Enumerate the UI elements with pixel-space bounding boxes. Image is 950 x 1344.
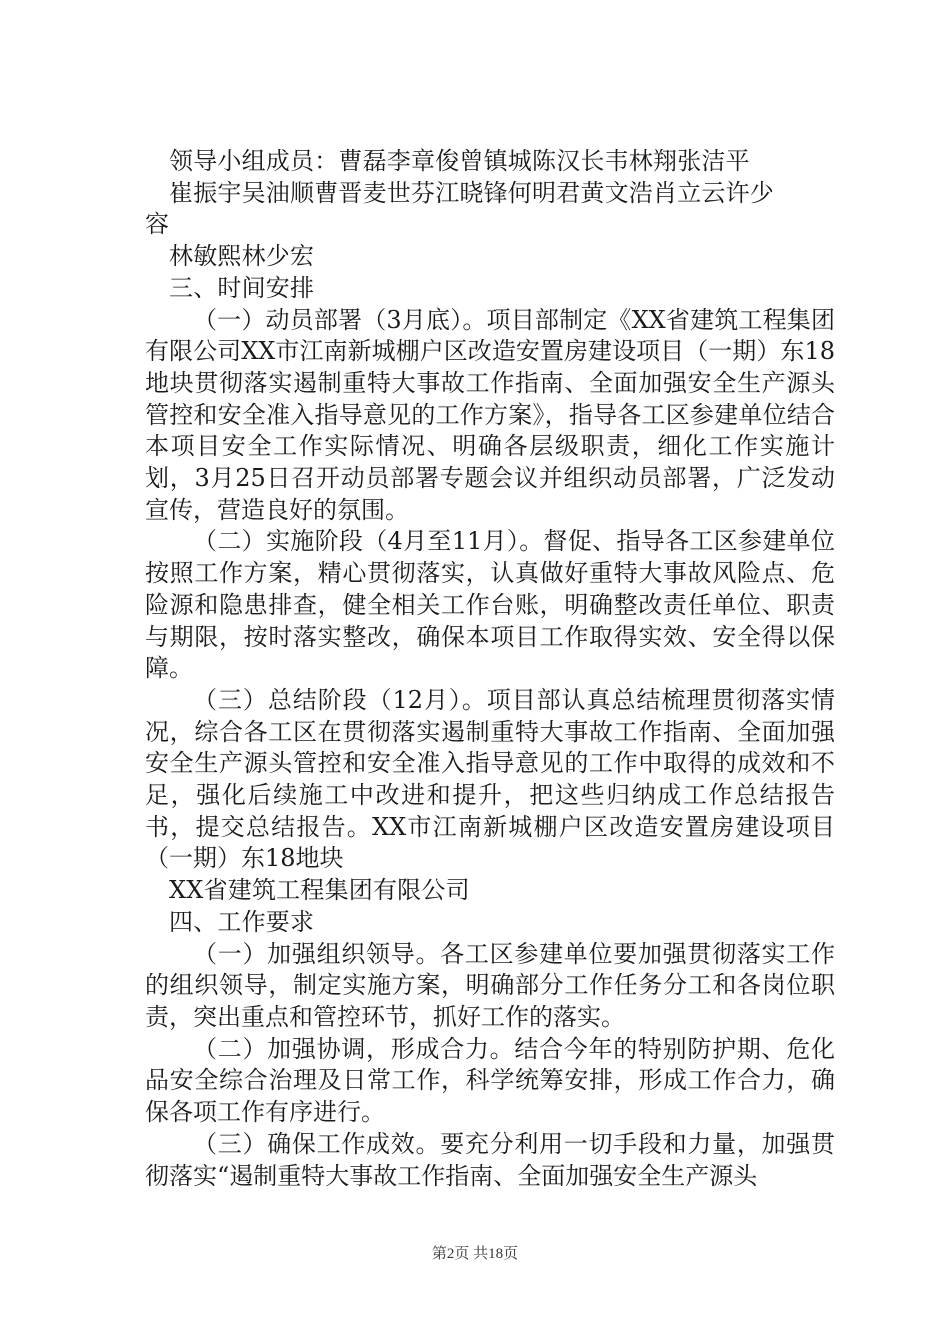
members-line-2: 崔振宇吴油顺曹晋麦世芬江晓锋何明君黄文浩肖立云许少 xyxy=(169,178,774,207)
paragraph-implementation: （二）实施阶段（4月至11月）。督促、指导各工区参建单位按照工作方案，精心贯彻落实，认真做好重特大事故风险点、危险源和隐患排查，健全相关工作台账，明确整改责任单位、职责与期限，按时落实整改，确保本项目工作取得实效、安全得以保障。 xyxy=(145,527,835,683)
members-line-3: 容 xyxy=(145,210,170,239)
section-heading-schedule: 三、时间安排 xyxy=(169,273,315,302)
section-heading-requirements: 四、工作要求 xyxy=(169,907,315,936)
document-body xyxy=(145,146,835,1192)
members-line-1: 领导小组成员：曹磊李章俊曾镇城陈汉长韦林翔张洁平 xyxy=(169,147,750,175)
paragraph-effectiveness: （三）确保工作成效。要充分利用一切手段和力量，加强贯彻落实“遏制重特大事故工作指南、全面加强安全生产源头 xyxy=(145,1129,835,1190)
company-line: XX省建筑工程集团有限公司 xyxy=(169,876,470,905)
paragraph-coordination: （二）加强协调，形成合力。结合今年的特别防护期、危化品安全综合治理及日常工作，科学统筹安排，形成工作合力，确保各项工作有序进行。 xyxy=(145,1034,835,1127)
paragraph-summary: （三）总结阶段（12月）。项目部认真总结梳理贯彻落实情况，综合各工区在贯彻落实遏制重特大事故工作指南、全面加强安全生产源头管控和安全准入指导意见的工作中取得的成效和不足，强化后续施工中改进和提升，把这些归纳成工作总结报告书，提交总结报告。XX市江南新城棚户区改造安置房建设项目（一期）东18地块 xyxy=(145,685,835,873)
paragraph-mobilization: （一）动员部署（3月底）。项目部制定《XX省建筑工程集团有限公司XX市江南新城棚户区改造安置房建设项目（一期）东18地块贯彻落实遏制重特大事故工作指南、全面加强安全生产源头管控和安全准入指导意见的工作方案》，指导各工区参建单位结合本项目安全工作实际情况、明确各层级职责，细化工作实施计划，3月25日召开动员部署专题会议并组织动员部署，广泛发动宣传，营造良好的氛围。 xyxy=(145,305,835,524)
page-footer: 第2页 共18页 xyxy=(431,1246,519,1262)
paragraph-leadership: （一）加强组织领导。各工区参建单位要加强贯彻落实工作的组织领导，制定实施方案，明确部分工作任务分工和各岗位职责，突出重点和管控环节，抓好工作的落实。 xyxy=(145,939,835,1031)
members-line-4: 林敏熙林少宏 xyxy=(169,242,315,271)
